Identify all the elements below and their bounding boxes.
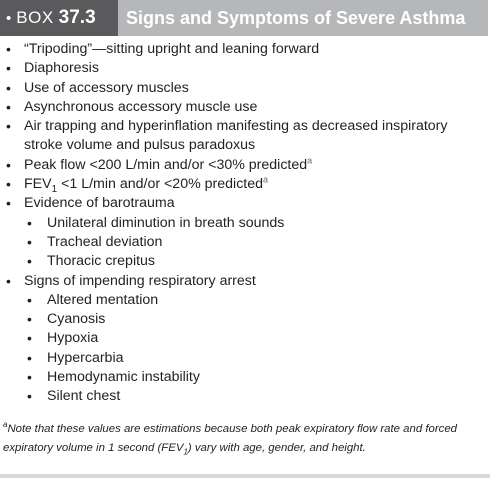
list-item [0,117,490,156]
list-item [0,79,490,98]
list-item [0,59,490,78]
item-cyanosis: Cyanosis [47,311,106,328]
item-asynchronous: Asynchronous accessory muscle use [24,98,258,115]
bullet-icon: • [27,388,32,405]
bullet-icon: • [27,214,32,231]
bullet-icon: • [6,79,11,96]
footnote-marker: a [307,155,313,166]
footnote [3,420,473,457]
item-tripoding: “Tripoding”—sitting upright and leaning forward [24,41,320,57]
item-fev-subscript: 1 [51,183,58,195]
bullet-icon: • [6,41,11,57]
box-title: Signs and Symptoms of Severe Asthma [118,0,488,36]
sub-list-item [0,233,490,252]
list-item [0,156,490,175]
bullet-icon: • [6,98,11,115]
list-item [0,194,490,213]
item-thoracic-crepitus: Thoracic crepitus [47,253,156,270]
bullet-icon: • [27,330,32,347]
footnote-text-start: Note that these values are estimations because both peak expiratory flow rate and forced expiratory volume in 1 second (FEV [3,423,458,454]
bullet-icon: • [6,60,11,77]
sub-list-item [0,387,490,406]
list-item [0,175,490,194]
bottom-rule [0,474,490,478]
symptom-list [0,40,490,407]
item-fev-prefix: FEV [24,176,52,193]
footnote-marker: a [263,174,269,185]
item-respiratory-arrest: Signs of impending respiratory arrest [24,272,256,289]
bullet-icon: • [27,253,32,270]
item-accessory-muscles: Use of accessory muscles [24,79,189,96]
sub-list-item [0,310,490,329]
bullet-icon: • [6,272,11,289]
list-item [0,40,490,59]
bullet-icon: • [27,233,32,250]
footnote-subscript: 1 [183,446,188,456]
sub-list-item [0,291,490,310]
bullet-icon: • [27,349,32,366]
bullet-icon: • [6,156,11,173]
item-air-trapping: Air trapping and hyperinflation manifesting as decreased inspiratory stroke volume and pulsus paradoxus [24,118,448,154]
box-bullet: • [6,10,12,27]
sub-list-item [0,329,490,348]
item-fev-rest: <1 L/min and/or <20% predicted [57,176,264,193]
item-tracheal-deviation: Tracheal deviation [47,233,163,250]
sub-list-item [0,252,490,271]
list-item [0,98,490,117]
box-label [0,0,118,36]
item-altered-mentation: Altered mentation [47,291,159,308]
box-number: 37.3 [58,7,96,28]
sub-list-item [0,368,490,387]
bullet-icon: • [27,291,32,308]
item-peak-flow: Peak flow <200 L/min and/or <30% predicted [24,156,308,173]
item-hypoxia: Hypoxia [47,330,99,347]
bullet-icon: • [27,311,32,328]
sub-list-item [0,349,490,368]
bullet-icon: • [27,369,32,386]
item-barotrauma: Evidence of barotrauma [24,195,175,212]
bullet-icon: • [6,195,11,212]
footnote-text-end: ) vary with age, gender, and height. [187,441,366,454]
list-item [0,272,490,291]
item-breath-sounds: Unilateral diminution in breath sounds [47,214,285,231]
bullet-icon: • [6,176,11,193]
item-diaphoresis: Diaphoresis [24,60,99,77]
box-header [0,0,490,36]
sub-list-item [0,214,490,233]
box-word: BOX [16,8,54,27]
item-silent-chest: Silent chest [47,388,121,405]
item-hypercarbia: Hypercarbia [47,349,124,366]
footnote-marker: a [3,420,8,430]
bullet-icon: • [6,118,11,135]
item-hemodynamic-instability: Hemodynamic instability [47,369,200,386]
